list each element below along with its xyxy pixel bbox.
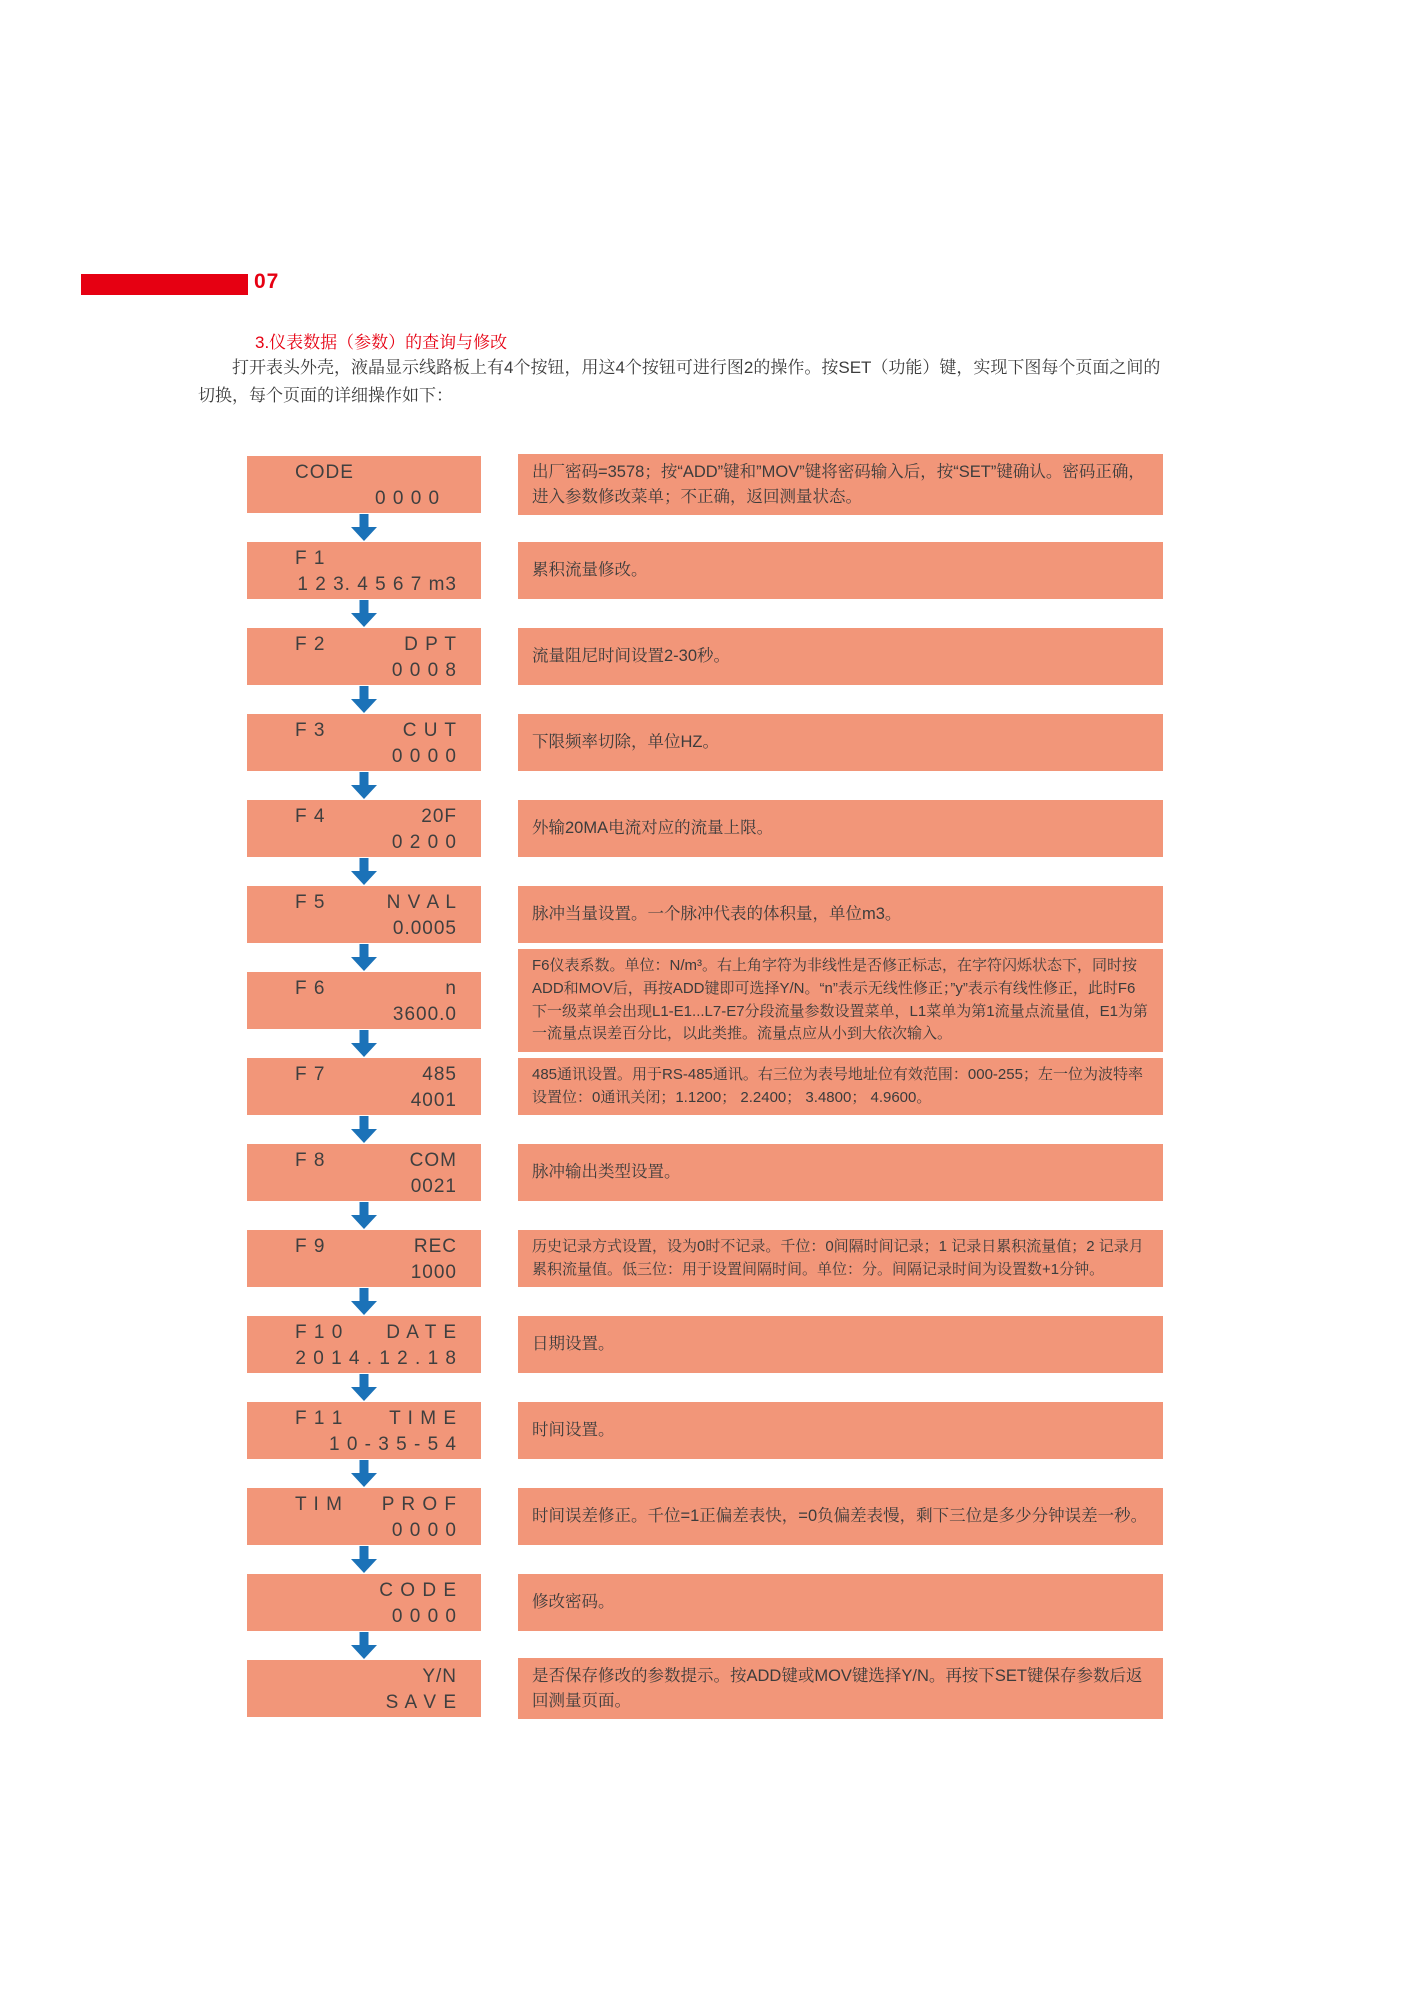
description-box-f4 xyxy=(518,800,1163,857)
lcd-menu-label: F 7 xyxy=(295,1064,326,1085)
lcd-menu-code: D A T E xyxy=(386,1322,457,1343)
description-box-code-change xyxy=(518,1574,1163,1631)
down-arrow-icon xyxy=(351,772,377,799)
arrow-gap xyxy=(247,1287,481,1316)
lcd-menu-code: n xyxy=(445,978,457,999)
lcd-screen-f2 xyxy=(247,628,481,685)
down-arrow-icon xyxy=(351,1202,377,1229)
lcd-line1 xyxy=(281,1578,457,1604)
lcd-screen-code-entry xyxy=(247,456,481,513)
flow-row xyxy=(247,886,1163,943)
description-box-f11 xyxy=(518,1402,1163,1459)
description-text: 日期设置。 xyxy=(532,1335,615,1354)
lcd-value: 2 0 1 4 . 1 2 . 1 8 xyxy=(295,1348,457,1369)
lcd-menu-label: F 4 xyxy=(295,806,326,827)
arrow-gap xyxy=(247,1545,481,1574)
arrow-gap xyxy=(247,857,481,886)
description-box-f7 xyxy=(518,1058,1163,1116)
lcd-value: 1 2 3. 4 5 6 7 m3 xyxy=(297,574,457,595)
arrow-gap xyxy=(247,1459,481,1488)
lcd-menu-label: F 1 1 xyxy=(295,1408,344,1429)
intro-paragraph: 打开表头外壳，液晶显示线路板上有4个按钮，用这4个按钮可进行图2的操作。按SET（功能）键，实现下图每个页面之间的切换，每个页面的详细操作如下： xyxy=(198,358,1161,405)
description-text: 累积流量修改。 xyxy=(532,561,648,580)
flow-row xyxy=(247,956,1163,1043)
description-text: F6仪表系数。单位：N/m³。右上角字符为非线性是否修正标志，在字符闪烁状态下，同时按ADD和MOV后，再按ADD键即可选择Y/N。“n”表示无线性修正；”y”表示有线性修正，此时F6下一级菜单会出现L1-E1...L7-E7分段流量参数设置菜单，L1菜单为第1流量点流量值，E1为第一流量点误差百分比，以此类推。流量点应从小到大依次输入。 xyxy=(532,956,1148,1043)
description-text: 历史记录方式设置，设为0时不记录。千位：0间隔时间记录；1 记录日累积流量值；2 记录月累积流量值。低三位：用于设置间隔时间。单位：分。间隔记录时间为设置数+1分钟。 xyxy=(532,1237,1144,1278)
lcd-menu-code: COM xyxy=(409,1150,457,1171)
lcd-value: 0 0 0 0 xyxy=(391,1606,457,1627)
description-text: 是否保存修改的参数提示。按ADD键或MOV键选择Y/N。再按下SET键保存参数后返回测量页面。 xyxy=(532,1666,1143,1710)
down-arrow-icon xyxy=(351,1546,377,1573)
description-box-code-entry xyxy=(518,454,1163,516)
header-red-bar xyxy=(81,274,248,295)
flow-row xyxy=(247,1488,1163,1545)
lcd-screen-f8 xyxy=(247,1144,481,1201)
lcd-line1 xyxy=(281,976,457,1002)
description-text: 出厂密码=3578；按“ADD”键和”MOV”键将密码输入后，按“SET”键确认。密码正确，进入参数修改菜单；不正确，返回测量状态。 xyxy=(532,462,1145,506)
lcd-menu-code: C U T xyxy=(402,720,457,741)
page-number: 07 xyxy=(254,270,280,293)
flow-row xyxy=(247,800,1163,857)
lcd-line1 xyxy=(281,804,457,830)
description-box-f3 xyxy=(518,714,1163,771)
lcd-screen-f3 xyxy=(247,714,481,771)
lcd-value: 1000 xyxy=(410,1262,457,1283)
arrow-gap xyxy=(247,1201,481,1230)
lcd-screen-f10 xyxy=(247,1316,481,1373)
arrow-gap xyxy=(247,1115,481,1144)
down-arrow-icon xyxy=(351,1116,377,1143)
lcd-value: 3600.0 xyxy=(392,1004,457,1025)
flowchart xyxy=(247,456,1163,1717)
description-box-yn-save xyxy=(518,1658,1163,1720)
lcd-value: 0021 xyxy=(410,1176,457,1197)
lcd-menu-label: F 1 0 xyxy=(295,1322,344,1343)
lcd-value: 0 0 0 0 xyxy=(375,488,441,509)
description-box-f9 xyxy=(518,1230,1163,1288)
lcd-line1 xyxy=(281,1664,457,1690)
lcd-value: 0 0 0 8 xyxy=(391,660,457,681)
lcd-line1 xyxy=(281,632,457,658)
flow-row xyxy=(247,1230,1163,1287)
lcd-screen-f7 xyxy=(247,1058,481,1115)
section-title: 3.仪表数据（参数）的查询与修改 xyxy=(255,333,508,352)
lcd-menu-code: REC xyxy=(413,1236,457,1257)
lcd-menu-code: N V A L xyxy=(386,892,457,913)
down-arrow-icon xyxy=(351,600,377,627)
down-arrow-icon xyxy=(351,1632,377,1659)
flow-row xyxy=(247,542,1163,599)
lcd-value: 1 0 - 3 5 - 5 4 xyxy=(328,1434,457,1455)
arrow-gap xyxy=(247,599,481,628)
lcd-value: 4001 xyxy=(410,1090,457,1111)
lcd-menu-code: C O D E xyxy=(379,1580,457,1601)
description-box-f10 xyxy=(518,1316,1163,1373)
lcd-menu-label: F 5 xyxy=(295,892,326,913)
lcd-value: 0 0 0 0 xyxy=(391,1520,457,1541)
arrow-gap xyxy=(247,943,481,972)
description-box-f1 xyxy=(518,542,1163,599)
description-box-f6 xyxy=(518,949,1163,1052)
arrow-gap xyxy=(247,771,481,800)
flow-row xyxy=(247,1574,1163,1631)
flow-row xyxy=(247,628,1163,685)
description-text: 外输20MA电流对应的流量上限。 xyxy=(532,819,774,838)
lcd-line1 xyxy=(281,546,457,572)
lcd-menu-code: T I M E xyxy=(389,1408,457,1429)
lcd-value: S A V E xyxy=(385,1692,457,1713)
lcd-value: 0 0 0 0 xyxy=(391,746,457,767)
lcd-menu-code: Y/N xyxy=(422,1666,457,1687)
lcd-line1 xyxy=(281,718,457,744)
flow-row xyxy=(247,456,1163,513)
arrow-gap xyxy=(247,1631,481,1660)
lcd-menu-label: F 9 xyxy=(295,1236,326,1257)
description-box-f2 xyxy=(518,628,1163,685)
arrow-gap xyxy=(247,1029,481,1058)
description-text: 下限频率切除，单位HZ。 xyxy=(532,733,719,752)
down-arrow-icon xyxy=(351,1030,377,1057)
down-arrow-icon xyxy=(351,1288,377,1315)
lcd-menu-code: 20F xyxy=(421,806,457,827)
lcd-menu-code: P R O F xyxy=(381,1494,457,1515)
description-box-tim-prof xyxy=(518,1488,1163,1545)
lcd-menu-label: F 1 xyxy=(295,548,326,569)
lcd-screen-code-change xyxy=(247,1574,481,1631)
lcd-line1 xyxy=(281,1062,457,1088)
lcd-line1 xyxy=(281,1492,457,1518)
lcd-screen-f1 xyxy=(247,542,481,599)
down-arrow-icon xyxy=(351,514,377,541)
down-arrow-icon xyxy=(351,944,377,971)
description-text: 时间误差修正。千位=1正偏差表快，=0负偏差表慢，剩下三位是多少分钟误差一秒。 xyxy=(532,1507,1148,1526)
flow-row xyxy=(247,1058,1163,1115)
lcd-menu-code: D P T xyxy=(404,634,457,655)
lcd-menu-code: 485 xyxy=(422,1064,457,1085)
description-text: 脉冲当量设置。一个脉冲代表的体积量，单位m3。 xyxy=(532,905,902,924)
lcd-line1 xyxy=(281,1148,457,1174)
flow-row xyxy=(247,1316,1163,1373)
lcd-screen-f5 xyxy=(247,886,481,943)
lcd-line1 xyxy=(281,460,457,486)
description-text: 流量阻尼时间设置2-30秒。 xyxy=(532,647,731,666)
lcd-value: 0.0005 xyxy=(392,918,457,939)
lcd-line1 xyxy=(281,1406,457,1432)
arrow-gap xyxy=(247,513,481,542)
description-text: 时间设置。 xyxy=(532,1421,615,1440)
flow-row xyxy=(247,714,1163,771)
lcd-line1 xyxy=(281,1320,457,1346)
lcd-screen-tim-prof xyxy=(247,1488,481,1545)
lcd-screen-f11 xyxy=(247,1402,481,1459)
lcd-screen-yn-save xyxy=(247,1660,481,1717)
lcd-screen-f9 xyxy=(247,1230,481,1287)
lcd-line1 xyxy=(281,890,457,916)
down-arrow-icon xyxy=(351,858,377,885)
flow-row xyxy=(247,1144,1163,1201)
lcd-menu-label: CODE xyxy=(295,462,354,483)
flow-row xyxy=(247,1660,1163,1717)
description-box-f8 xyxy=(518,1144,1163,1201)
down-arrow-icon xyxy=(351,1374,377,1401)
lcd-line1 xyxy=(281,1234,457,1260)
lcd-screen-f6 xyxy=(247,972,481,1029)
lcd-menu-label: T I M xyxy=(295,1494,343,1515)
description-text: 脉冲输出类型设置。 xyxy=(532,1163,681,1182)
down-arrow-icon xyxy=(351,1460,377,1487)
lcd-menu-label: F 3 xyxy=(295,720,326,741)
description-box-f5 xyxy=(518,886,1163,943)
arrow-gap xyxy=(247,685,481,714)
flow-row xyxy=(247,1402,1163,1459)
lcd-value: 0 2 0 0 xyxy=(391,832,457,853)
lcd-screen-f4 xyxy=(247,800,481,857)
arrow-gap xyxy=(247,1373,481,1402)
lcd-menu-label: F 2 xyxy=(295,634,326,655)
description-text: 485通讯设置。用于RS-485通讯。右三位为表号地址位有效范围：000-255；左一位为波特率设置位：0通讯关闭；1.1200； 2.2400； 3.4800； 4.9600。 xyxy=(532,1065,1143,1106)
down-arrow-icon xyxy=(351,686,377,713)
lcd-menu-label: F 6 xyxy=(295,978,326,999)
description-text: 修改密码。 xyxy=(532,1593,615,1612)
lcd-menu-label: F 8 xyxy=(295,1150,326,1171)
